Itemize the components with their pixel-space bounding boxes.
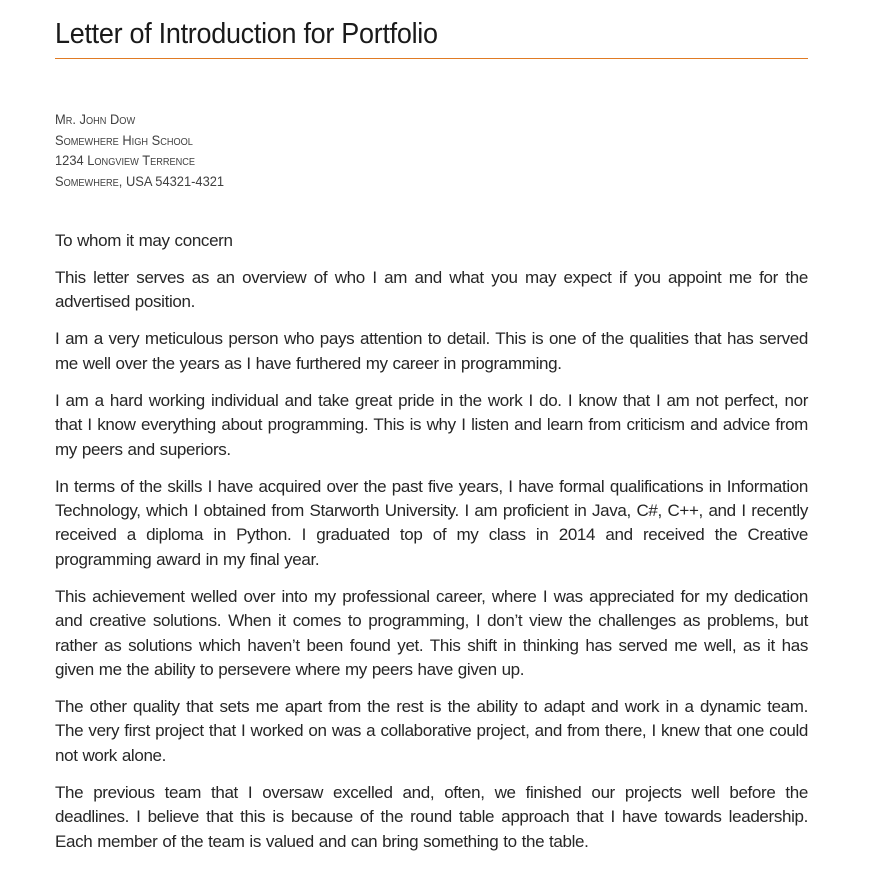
paragraph-meticulous: I am a very meticulous person who pays attention to detail. This is one of the qualities that has served me well over the years as I have furthered my career in programming. [55,329,808,373]
sender-address-block [55,109,239,191]
paragraph-overview: This letter serves as an overview of who I am and what you may expect if you appoint me for the advertised position. [55,268,808,312]
paragraph-leadership: The previous team that I oversaw excelled and, often, we finished our projects well before the deadlines. I believe that this is because of the round table approach that I have towards leadership. Each member of the team is valued and can bring something to the table. [55,782,808,851]
paragraph-achievement: This achievement welled over into my professional career, where I was appreciated for my dedication and creative solutions. When it comes to programming, I don’t view the challenges as problems, but rather as solutions which haven’t been found yet. This shift in thinking has served me well, as it has given me the ability to persevere where my peers have given up. [55,586,808,680]
paragraph-skills: In terms of the skills I have acquired over the past five years, I have formal qualifications in Information Technology, which I obtained from Starworth University. I am proficient in Java, C#, C++, and I recently received a diploma in Python. I graduated top of my class in 2014 and received the Creative programming award in my final year. [55,476,808,569]
salutation: To whom it may concern [55,231,233,250]
sender-city-line: Somewhere, USA 54321-4321 [55,172,225,189]
sender-organization: Somewhere High School [55,131,193,148]
sender-name: Mr. John Dow [55,111,136,127]
document-title: Letter of Introduction for Portfolio [55,18,438,50]
letter-body [55,229,808,867]
paragraph-teamwork: The other quality that sets me apart from the rest is the ability to adapt and work in a dynamic team. The very first project that I worked on was a collaborative project, and from there, I knew that one could not work alone. [55,697,808,765]
paragraph-hard-working: I am a hard working individual and take great pride in the work I do. I know that I am not perfect, nor that I know everything about programming. This is why I listen and learn from criticism and advice from my peers and superiors. [55,390,808,459]
sender-street: 1234 Longview Terrence [55,152,196,168]
title-underline [55,58,808,59]
